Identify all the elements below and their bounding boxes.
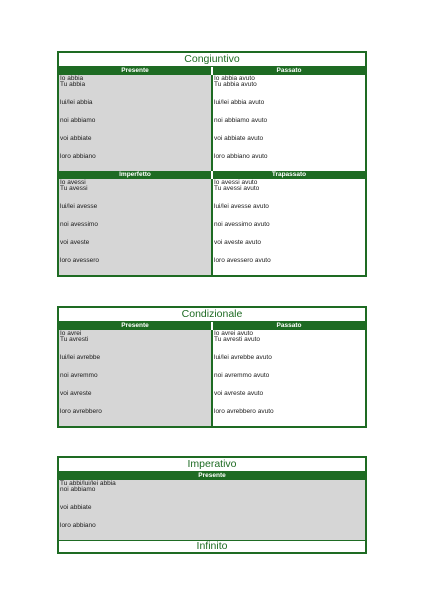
condizionale-table (57, 306, 367, 428)
imperativo-presente-header: Presente (59, 472, 365, 480)
congiuntivo-imperfetto-cell: Io avessi (60, 179, 86, 185)
congiuntivo-passato-header: Passato (211, 67, 365, 75)
imperativo-title: Imperativo (59, 458, 365, 472)
congiuntivo-trapassato-cell: Io avessi avuto (214, 179, 258, 185)
imperativo-presente-cell: Tu abbi/lui/lei abbia (60, 480, 116, 486)
congiuntivo-passato-cell: loro abbiano avuto (214, 153, 268, 160)
congiuntivo-presente-cell: lui/lei abbia (60, 99, 93, 106)
congiuntivo-trapassato-cell: lui/lei avesse avuto (214, 203, 269, 210)
imperativo-presente-cell: voi abbiate (60, 504, 92, 511)
imperativo-presente-cell: loro abbiano (60, 522, 96, 529)
condizionale-passato-cell: Tu avresti avuto (214, 336, 261, 343)
condizionale-presente-cell: Tu avresti (60, 336, 89, 343)
imperativo-presente-cell: noi abbiamo (60, 486, 96, 493)
condizionale-presente-cell: loro avrebbero (60, 408, 102, 415)
congiuntivo-passato-cell: noi abbiamo avuto (214, 117, 268, 124)
condizionale-presente-cell: voi avreste (60, 390, 92, 397)
congiuntivo-imperfetto-cell: noi avessimo (60, 221, 98, 228)
congiuntivo-passato-cell: Io abbia avuto (214, 75, 255, 81)
condizionale-title: Condizionale (59, 308, 365, 322)
condizionale-passato-cell: voi avreste avuto (214, 390, 264, 397)
condizionale-passato-cell: loro avrebbero avuto (214, 408, 274, 415)
condizionale-passato-header: Passato (211, 322, 365, 330)
condizionale-passato-cell: noi avremmo avuto (214, 372, 270, 379)
congiuntivo-imperfetto-cell: voi aveste (60, 239, 90, 246)
congiuntivo-trapassato-cell: voi aveste avuto (214, 239, 261, 246)
congiuntivo-trapassato-cell: loro avessero avuto (214, 257, 271, 264)
congiuntivo-imperfetto-cell: loro avessero (60, 257, 100, 264)
imperativo-table (57, 456, 367, 554)
congiuntivo-imperfetto-cell: Tu avessi (60, 185, 88, 192)
congiuntivo-presente-cell: Tu abbia (60, 81, 86, 88)
congiuntivo-imperfetto-header: Imperfetto (59, 171, 211, 179)
congiuntivo-passato-cell: Tu abbia avuto (214, 81, 257, 88)
congiuntivo-table (57, 51, 367, 277)
condizionale-presente-header: Presente (59, 322, 211, 330)
congiuntivo-presente-cell: Io abbia (60, 75, 84, 81)
congiuntivo-presente-cell: noi abbiamo (60, 117, 96, 124)
congiuntivo-trapassato-cell: Tu avessi avuto (214, 185, 260, 192)
congiuntivo-trapassato-cell: noi avessimo avuto (214, 221, 270, 228)
congiuntivo-title: Congiuntivo (59, 53, 365, 67)
congiuntivo-trapassato-header: Trapassato (211, 171, 365, 179)
condizionale-presente-cell: Io avrei (60, 330, 82, 336)
congiuntivo-presente-header: Presente (59, 67, 211, 75)
condizionale-presente-cell: noi avremmo (60, 372, 98, 379)
condizionale-passato-cell: lui/lei avrebbe avuto (214, 354, 272, 361)
infinito-title: Infinito (59, 540, 365, 552)
congiuntivo-presente-cell: voi abbiate (60, 135, 92, 142)
congiuntivo-imperfetto-cell: lui/lei avesse (60, 203, 98, 210)
congiuntivo-presente-cell: loro abbiano (60, 153, 96, 160)
congiuntivo-passato-cell: lui/lei abbia avuto (214, 99, 265, 106)
condizionale-presente-cell: lui/lei avrebbe (60, 354, 101, 361)
condizionale-passato-cell: Io avrei avuto (214, 330, 254, 336)
congiuntivo-passato-cell: voi abbiate avuto (214, 135, 264, 142)
